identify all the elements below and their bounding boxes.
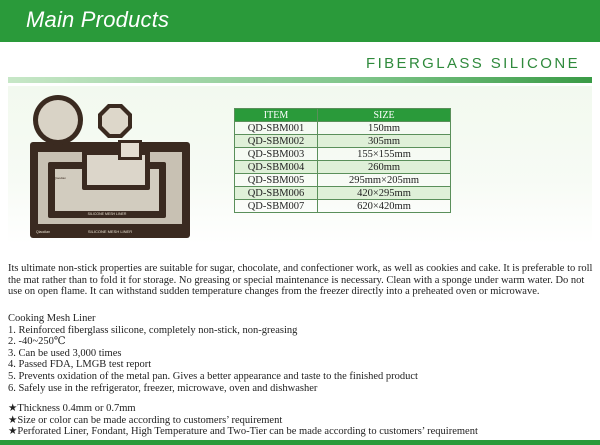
- item-cell: QD-SBM004: [235, 161, 318, 174]
- mat-medium-label: SILICONE MESH LINER: [87, 212, 127, 216]
- table-row: [235, 122, 451, 135]
- size-cell: 295mm×205mm: [318, 174, 451, 187]
- list-item: 1. Reinforced fiberglass silicone, completely non-stick, non-greasing: [8, 324, 298, 336]
- size-cell: 150mm: [318, 122, 451, 135]
- table-row: [235, 148, 451, 161]
- features-title: Cooking Mesh Liner: [8, 313, 96, 324]
- list-item: 3. Can be used 3,000 times: [8, 347, 122, 359]
- size-cell: 260mm: [318, 161, 451, 174]
- table-row: [235, 187, 451, 200]
- section-title: FIBERGLASS SILICONE: [366, 55, 580, 72]
- mat-round-center: [38, 100, 78, 140]
- table-row: [235, 135, 451, 148]
- brand-label-mid: Qiaodian: [54, 176, 67, 180]
- product-photo: [12, 92, 192, 242]
- header-bar: [0, 0, 600, 42]
- notes-list: [8, 403, 478, 438]
- size-cell: 305mm: [318, 135, 451, 148]
- col-header-item: ITEM: [235, 109, 318, 122]
- mat-large-label: SILICONE MESH LINER: [87, 229, 133, 234]
- item-cell: QD-SBM003: [235, 148, 318, 161]
- product-description: Its ultimate non-stick properties are suitable for sugar, chocolate, and confectioner work, as well as cookies and cake. It is preferable to roll the mat rather than to fold it for storage. No greasing or special maintenance is necessary. Clean with a sponge under warm water. Do not use on open flame. It can withstand sudden temperature changes from the freezer directly into a preheated oven or microwave.: [8, 263, 593, 298]
- table-row: [235, 174, 451, 187]
- table-row: [235, 161, 451, 174]
- table-header-row: [235, 109, 451, 122]
- list-item: 4. Passed FDA, LMGB test report: [8, 359, 152, 371]
- mat-square-center: [121, 143, 139, 157]
- features-list: [8, 313, 418, 394]
- footer-bar: [0, 440, 600, 445]
- list-item: 2. -40~250℃: [8, 336, 66, 348]
- page-title: Main Products: [26, 7, 170, 32]
- note-item: ★Size or color can be made according to customers’ requirement: [8, 414, 283, 426]
- col-header-size: SIZE: [318, 109, 451, 122]
- size-cell: 620×420mm: [318, 200, 451, 213]
- note-item: ★Perforated Liner, Fondant, High Temperature and Two-Tier can be made according to customers’ requirement: [8, 426, 478, 438]
- spec-table: [234, 108, 451, 213]
- item-cell: QD-SBM007: [235, 200, 318, 213]
- item-cell: QD-SBM002: [235, 135, 318, 148]
- brand-label-large: Qiaodian: [36, 230, 51, 234]
- note-item: ★Thickness 0.4mm or 0.7mm: [8, 403, 136, 414]
- section-divider: [8, 77, 592, 83]
- table-row: [235, 200, 451, 213]
- item-cell: QD-SBM001: [235, 122, 318, 135]
- list-item: 5. Prevents oxidation of the metal pan. Gives a better appearance and taste to the finished product: [8, 370, 418, 382]
- size-cell: 420×295mm: [318, 187, 451, 200]
- item-cell: QD-SBM006: [235, 187, 318, 200]
- item-cell: QD-SBM005: [235, 174, 318, 187]
- size-cell: 155×155mm: [318, 148, 451, 161]
- list-item: 6. Safely use in the refrigerator, freezer, microwave, oven and dishwasher: [8, 382, 318, 394]
